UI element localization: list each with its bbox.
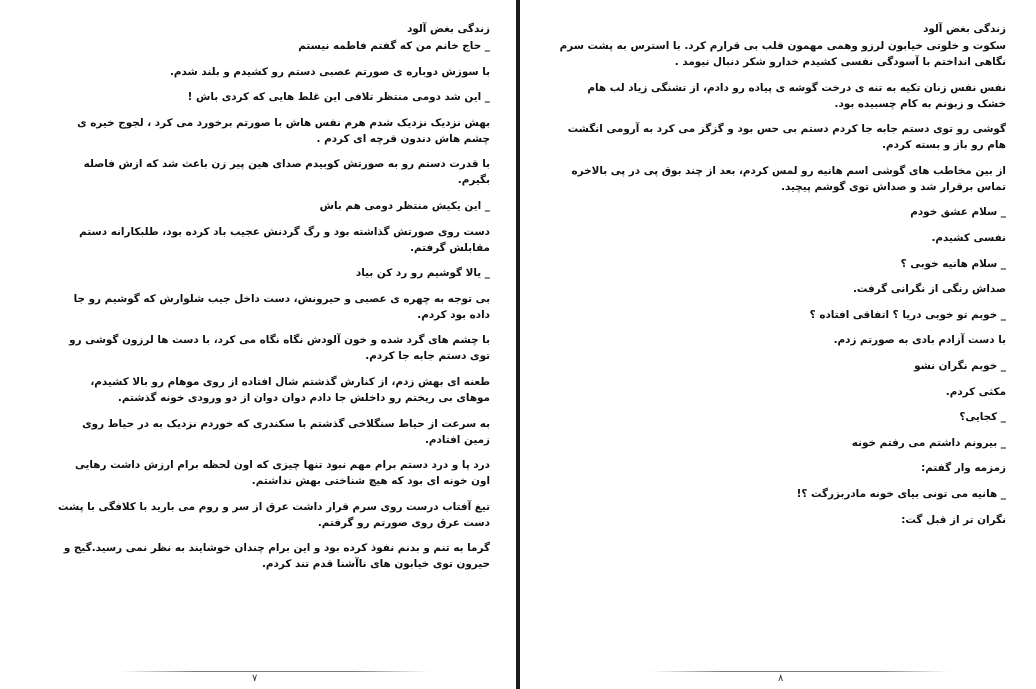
paragraph: نفسی کشیدم. bbox=[931, 231, 1006, 244]
footer-divider bbox=[650, 671, 950, 672]
paragraph: سکوت و خلوتی خیابون لرزو وهمی مهمون قلب بی قرارم کرد. با استرس به پشت سرم نگاهی انداختم با آسودگی نفسی کشیدم خدارو شکر دنبال نیومد . bbox=[559, 40, 1006, 68]
paragraph: گرما به تنم و بدنم نفوذ کرده بود و این برام چندان خوشایند به نظر نمی رسید.گیج و حیرون توی خیابون های ناآشنا قدم تند کردم. bbox=[63, 542, 490, 571]
paragraph: _ این یکیش منتظر دومی هم باش bbox=[319, 199, 490, 212]
paragraph: با دست آزادم بادی به صورتم زدم. bbox=[833, 334, 1006, 347]
paragraph: _ خوبم تو خوبی دریا ؟ اتفاقی افتاده ؟ bbox=[809, 308, 1006, 321]
paragraph: به سرعت از حیاط سنگلاخی گذشتم با سکندری که خوردم نزدیک به در حیاط روی زمین افتادم. bbox=[82, 417, 490, 446]
paragraph: _ خوبم نگران نشو bbox=[914, 359, 1006, 372]
paragraph: _ حاج خانم من که گفتم فاطمه نیستم bbox=[298, 40, 490, 52]
paragraph: با سوزش دوباره ی صورتم عصبی دستم رو کشیدم و بلند شدم. bbox=[169, 65, 490, 78]
footer-divider bbox=[120, 671, 430, 672]
paragraph: درد پا و درد دستم برام مهم نبود تنها چیزی که اون لحظه برام ارزش داشت رهایی اون خونه ای بود که هیچ شناختی بهش نداشتم. bbox=[74, 459, 490, 488]
paragraph: با چشم های گرد شده و خون آلودش نگاه نگاه می کرد، با دست ها لرزون گوشی رو توی دستم جابه جا کردم. bbox=[69, 334, 490, 363]
paragraph: گوشی رو توی دستم جابه جا کردم دستم بی حس بود و گزگز می کرد به آرومی انگشت هام رو باز و بسته کردم. bbox=[567, 123, 1006, 152]
paragraph: _ هانیه می تونی بیای خونه مادربزرگت ؟! bbox=[796, 487, 1006, 500]
paragraph: _ یالا گوشیم رو رد کن بیاد bbox=[355, 267, 490, 280]
page-header-title: زندگی بغض آلود bbox=[407, 23, 490, 35]
paragraph: تیغ آفتاب درست روی سرم قرار داشت عرق از سر و روم می بارید با کلافگی با پشت دست عرق روی صورتم رو گرفتم. bbox=[58, 500, 490, 529]
paragraph: _ بیرونم داشتم می رفتم خونه bbox=[851, 436, 1006, 449]
paragraph: صداش رنگی از نگرانی گرفت. bbox=[852, 283, 1006, 296]
paragraph: از بین مخاطب های گوشی اسم هانیه رو لمس کردم، بعد از چند بوق پی در پی بالاخره تماس برقرار شد و صداش توی گوشم پیچید. bbox=[571, 164, 1006, 193]
right-page-text bbox=[558, 21, 1006, 537]
paragraph: مکثی کردم. bbox=[945, 385, 1006, 398]
paragraph: _ کجایی؟ bbox=[959, 411, 1006, 424]
paragraph: زمزمه وار گفتم: bbox=[921, 462, 1006, 475]
paragraph: _ سلام هانیه خوبی ؟ bbox=[900, 257, 1006, 270]
paragraph: طعنه ای بهش زدم، از کنارش گذشتم شال افتاده از روی موهام رو بالا کشیدم، موهای بی ریختم رو داخلش جا دادم دوان دوان از دو ورودی خونه گذشتم. bbox=[90, 375, 490, 404]
page-header-title: زندگی بغض آلود bbox=[923, 23, 1006, 35]
left-page-text bbox=[56, 21, 490, 582]
paragraph: با قدرت دستم رو به صورتش کوبیدم صدای هین پیر زن باعث شد که ازش فاصله بگیرم. bbox=[83, 158, 490, 187]
paragraph: دست روی صورتش گذاشته بود و رگ گردنش عجیب باد کرده بود، طلبکارانه دستم مقابلش گرفتم. bbox=[79, 225, 490, 254]
paragraph: بهش نزدیک نزدیک شدم هرم نفس هاش با صورتم برخورد می کرد ، لجوج خیره ی چشم هاش دندون قرچه ای کردم . bbox=[77, 116, 490, 145]
paragraph: بی توجه به چهره ی عصبی و حیرونش، دست داخل جیب شلوارش که گوشیم رو جا داده بود کردم. bbox=[73, 292, 490, 321]
right-page bbox=[520, 0, 1036, 689]
paragraph: _ سلام عشق خودم bbox=[910, 206, 1006, 219]
page-number: ۷ bbox=[252, 673, 258, 684]
page-number: ۸ bbox=[778, 673, 784, 684]
paragraph: _ این شد دومی منتظر تلافی این غلط هایی که کردی باش ! bbox=[187, 91, 490, 104]
left-page bbox=[0, 0, 516, 689]
paragraph: نگران تر از قبل گت: bbox=[901, 513, 1006, 526]
paragraph: نفس نفس زنان تکیه به تنه ی درخت گوشه ی پیاده رو دادم، از تشنگی زیاد لب هام خشک و زبونم به کام چسبیده بود. bbox=[587, 81, 1006, 110]
